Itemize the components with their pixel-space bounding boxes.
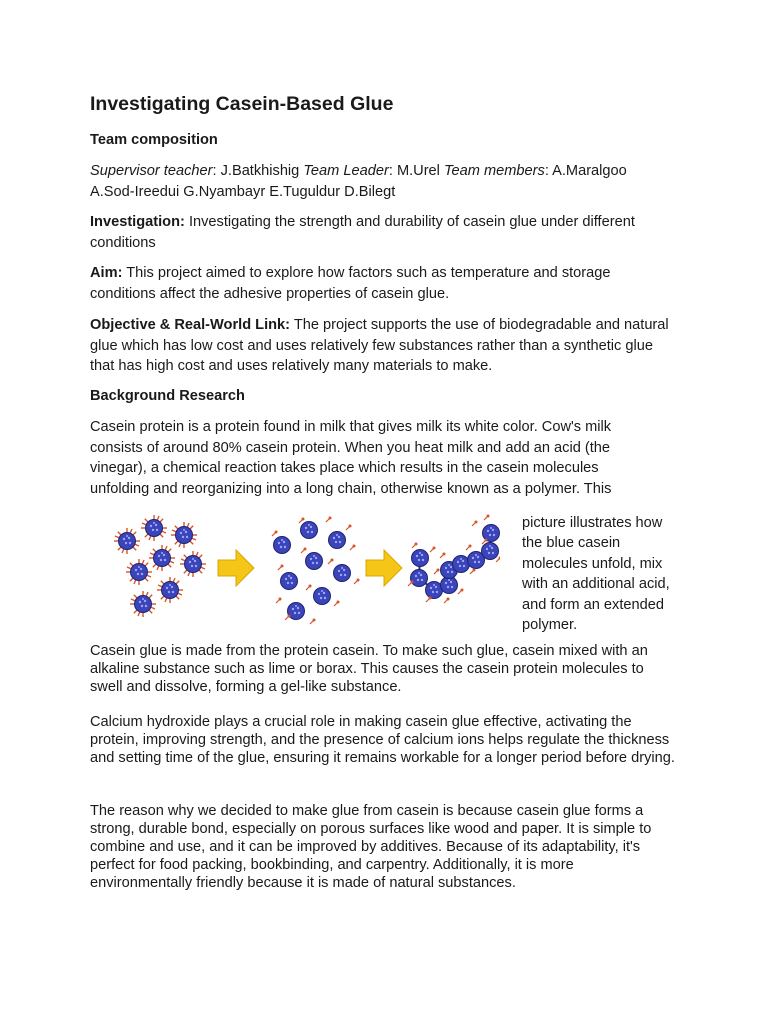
page-title: Investigating Casein-Based Glue (90, 93, 394, 115)
objective-paragraph: Objective & Real-World Link: The project supports the use of biodegradable and natural glue which has low cost and uses relatively few substances rather than a synthetic glue that has high cost and uses relatively many materials to make. (90, 317, 669, 374)
background-paragraph-4: The reason why we decided to make glue from casein is because casein glue forms a strong, durable bond, especially on porous surfaces like wood and paper. It is simple to combine and use, and it can be improved by additives. Because of its adaptability, it's perfect for food packing, bookbinding, and carpentry. Additionally, it is more environmentally friendly because it is made of natural substances. (90, 803, 652, 891)
investigation-paragraph: Investigation: Investigating the strength and durability of casein glue under different conditions (90, 214, 635, 251)
aim-paragraph: Aim: This project aimed to explore how factors such as temperature and storage conditions affect the adhesive properties of casein glue. (90, 265, 611, 302)
figure-caption: picture illustrates how the blue casein molecules unfold, mix with an additional acid, and form an extended polymer. (522, 514, 670, 634)
background-paragraph-1: Casein protein is a protein found in milk that gives milk its white color. Cow's milk consists of around 80% casein protein. When you heat milk and add an acid (the vinegar), a chemical reaction takes place which results in the casein molecules unfolding and reorganizing into a long chain, otherwise known as a polymer. This (90, 419, 612, 497)
background-paragraph-3: Calcium hydroxide plays a crucial role in making casein glue effective, activating the protein, improving strength, and the presence of calcium ions helps regulate the thickness and setting time of the glue, ensuring it remains workable for a longer period before drying. (90, 714, 675, 766)
unfolding-casein-group (272, 517, 360, 625)
casein-polymer-illustration (100, 508, 500, 630)
background-heading: Background Research (90, 388, 245, 404)
background-paragraph-2: Casein glue is made from the protein casein. To make such glue, casein mixed with an alkaline substance such as lime or borax. This causes the casein protein molecules to swell and dissolve, forming a gel-like substance. (90, 643, 648, 695)
team-heading: Team composition (90, 132, 218, 148)
arrow-icon (366, 550, 402, 586)
intact-casein-group (114, 515, 206, 617)
team-composition: Supervisor teacher: J.Batkhishig Team Leader: M.Urel Team members: A.Maralgoo A.Sod-Ireedui G.Nyambayr E.Tuguldur D.Bilegt (90, 163, 627, 200)
arrow-icon (218, 550, 254, 586)
casein-polymer-chain (408, 515, 500, 604)
